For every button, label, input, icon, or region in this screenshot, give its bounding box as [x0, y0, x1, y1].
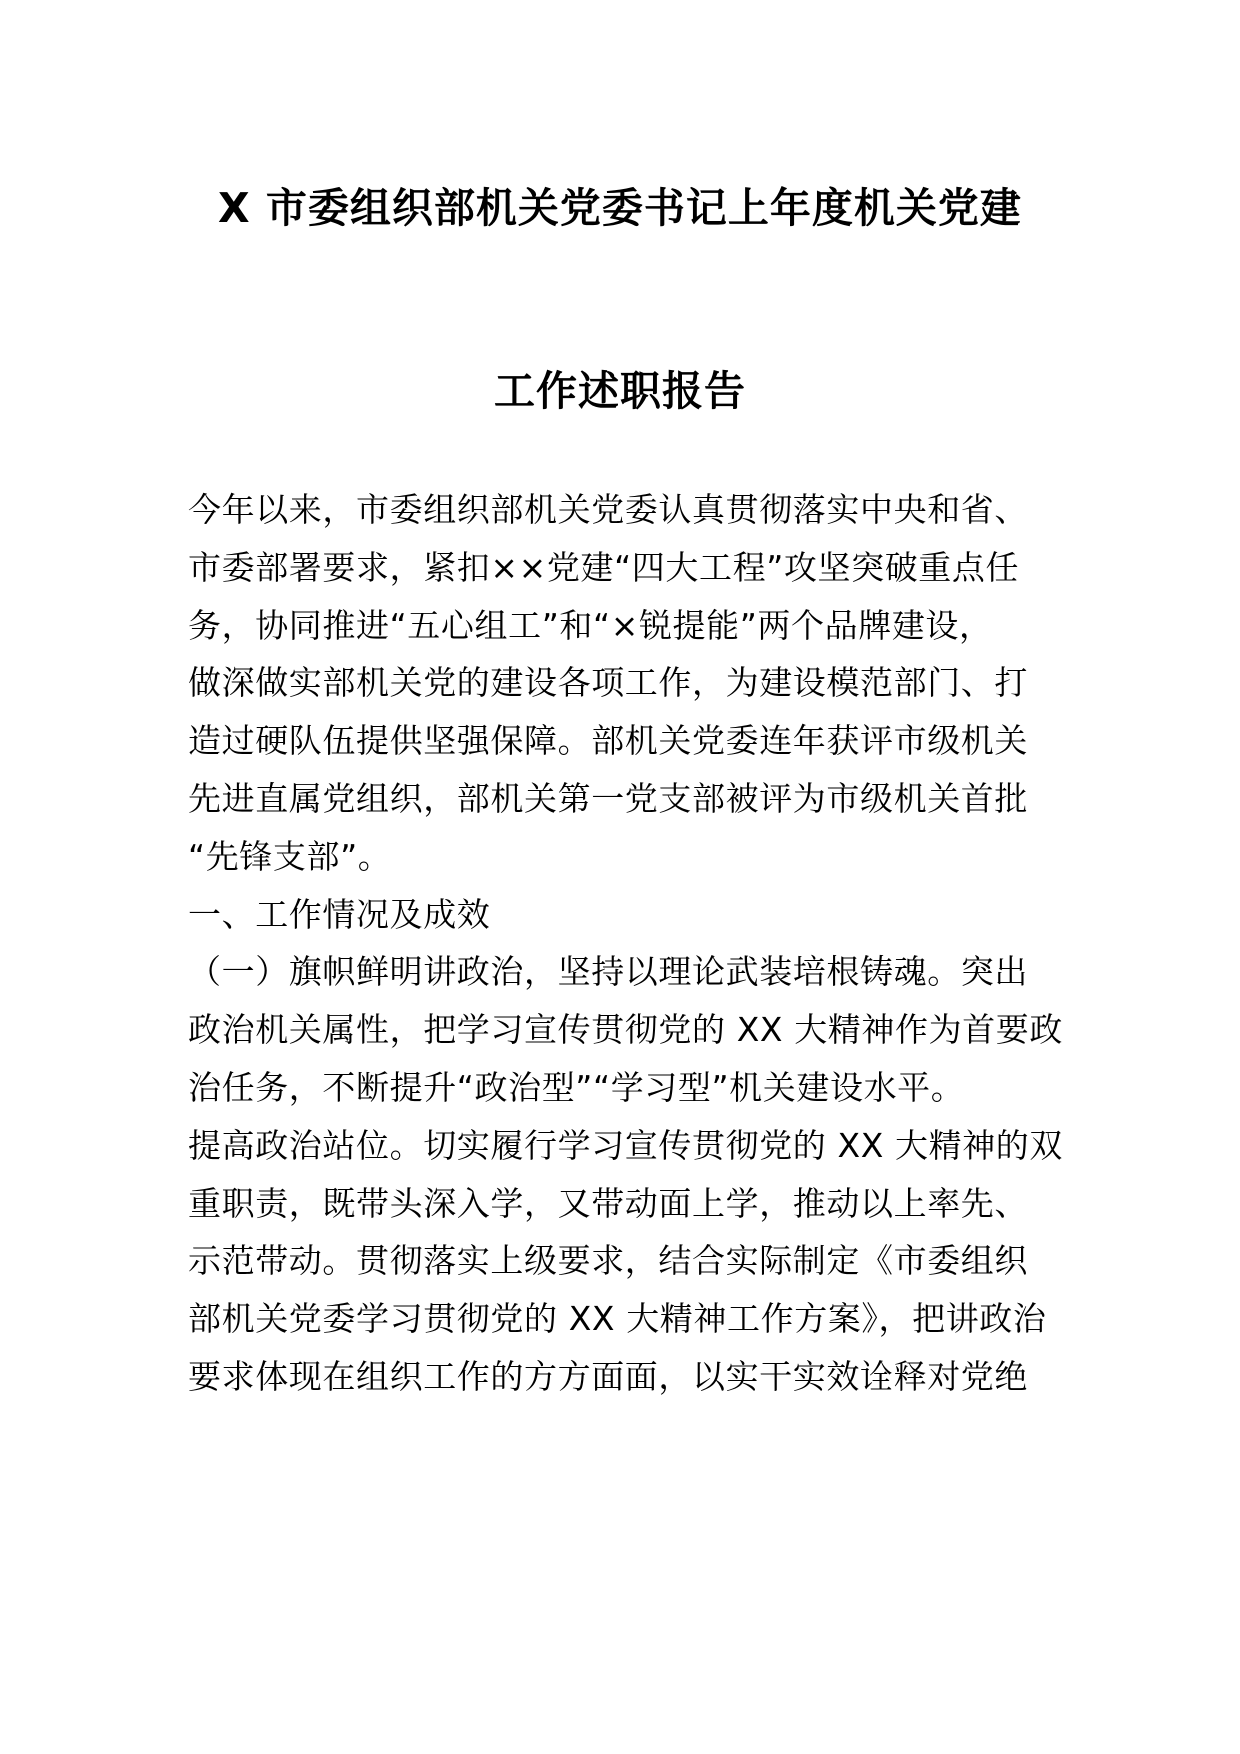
body-line: 一、工作情况及成效: [188, 895, 491, 934]
body-line: 治任务，不断提升“政治型”“学习型”机关建设水平。: [188, 1068, 965, 1107]
body-line: 做深做实部机关党的建设各项工作，为建设模范部门、打: [188, 663, 1028, 702]
body-line: 提高政治站位。切实履行学习宣传贯彻党的 XX 大精神的双: [188, 1126, 1063, 1165]
body-line: 市委部署要求，紧扣××党建“四大工程”攻坚突破重点任: [188, 548, 1020, 587]
body-line: 政治机关属性，把学习宣传贯彻党的 XX 大精神作为首要政: [188, 1010, 1063, 1049]
body-line: 造过硬队伍提供坚强保障。部机关党委连年获评市级机关: [188, 721, 1028, 760]
body-line: 重职责，既带头深入学，又带动面上学，推动以上率先、: [188, 1184, 1028, 1223]
document-title-line-2: 工作述职报告: [494, 367, 746, 415]
body-line: 今年以来，市委组织部机关党委认真贯彻落实中央和省、: [188, 490, 1028, 529]
body-line: 部机关党委学习贯彻党的 XX 大精神工作方案》，把讲政治: [188, 1299, 1047, 1338]
body-line: 示范带动。贯彻落实上级要求，结合实际制定《市委组织: [188, 1241, 1028, 1280]
body-line: “先锋支部”。: [188, 837, 392, 876]
body-line: 要求体现在组织工作的方方面面，以实干实效诠释对党绝: [188, 1357, 1028, 1396]
body-line: 先进直属党组织，部机关第一党支部被评为市级机关首批: [188, 779, 1028, 818]
document-title-line-1: X 市委组织部机关党委书记上年度机关党建: [218, 184, 1022, 232]
body-line: 务，协同推进“五心组工”和“×锐提能”两个品牌建设，: [188, 606, 993, 645]
body-line: （一）旗帜鲜明讲政治，坚持以理论武装培根铸魂。突出: [188, 952, 1028, 991]
